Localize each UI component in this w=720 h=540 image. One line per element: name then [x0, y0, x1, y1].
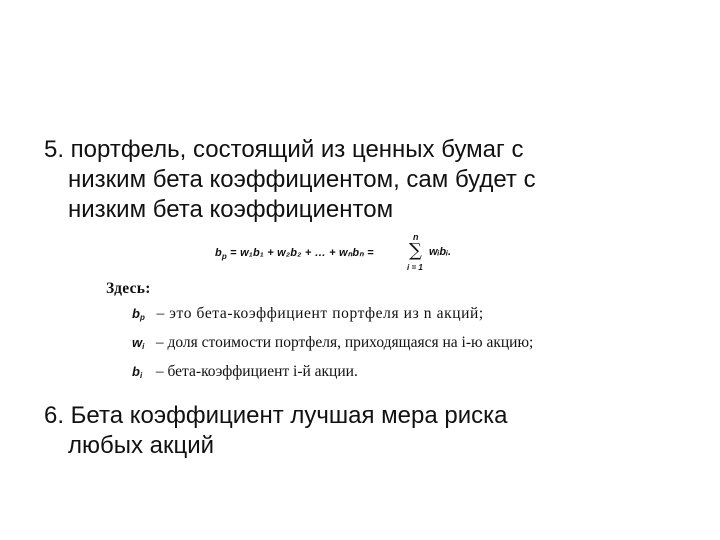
formula-terms: w₁b₁ + w₂b₂ + … + wₙbₙ = [240, 247, 374, 259]
bullet-point-6 [44, 401, 684, 461]
explanation-row-wi: $w_i$ – доля стоимости портфеля, приходящаяся на i-ю акцию; [106, 330, 626, 359]
explanation-row-bi: $b_i$ – бета-коэффициент i-й акции. [106, 359, 626, 388]
symbol-bi: $b_i$ [132, 364, 143, 380]
bullet-5-line-1: 5. портфель, состоящий из ценных бумаг с [44, 136, 524, 163]
explanation-heading: Здесь: [106, 280, 151, 297]
bullet-point-5 [44, 135, 684, 225]
formula-left-side: $b_p = w_1b_1 + w_2b_2$ + … + wₙbₙ = [215, 247, 374, 262]
bullet-5-line-3: низким бета коэффициентом [68, 196, 394, 223]
sum-lower-limit: i = 1 [407, 263, 423, 272]
bullet-5-line-2: низким бета коэффициентом, сам будет с [68, 166, 536, 193]
symbol-wi: $w_i$ [132, 335, 145, 351]
bullet-6-line-2: любых акций [68, 432, 215, 459]
bullet-6-line-1: 6. Бета коэффициент лучшая мера риска [44, 402, 508, 429]
symbol-bp: $b_p$ [132, 306, 145, 322]
portfolio-beta-formula [215, 232, 515, 276]
formula-right-side: wᵢbᵢ. [429, 246, 452, 258]
formula-explanation [106, 276, 626, 388]
sum-symbol: ∑ [409, 240, 422, 261]
sum-upper-limit: n [413, 232, 419, 242]
explanation-row-bp: $b_p$ – это бета-коэффициент портфеля из n акций; [106, 301, 626, 330]
